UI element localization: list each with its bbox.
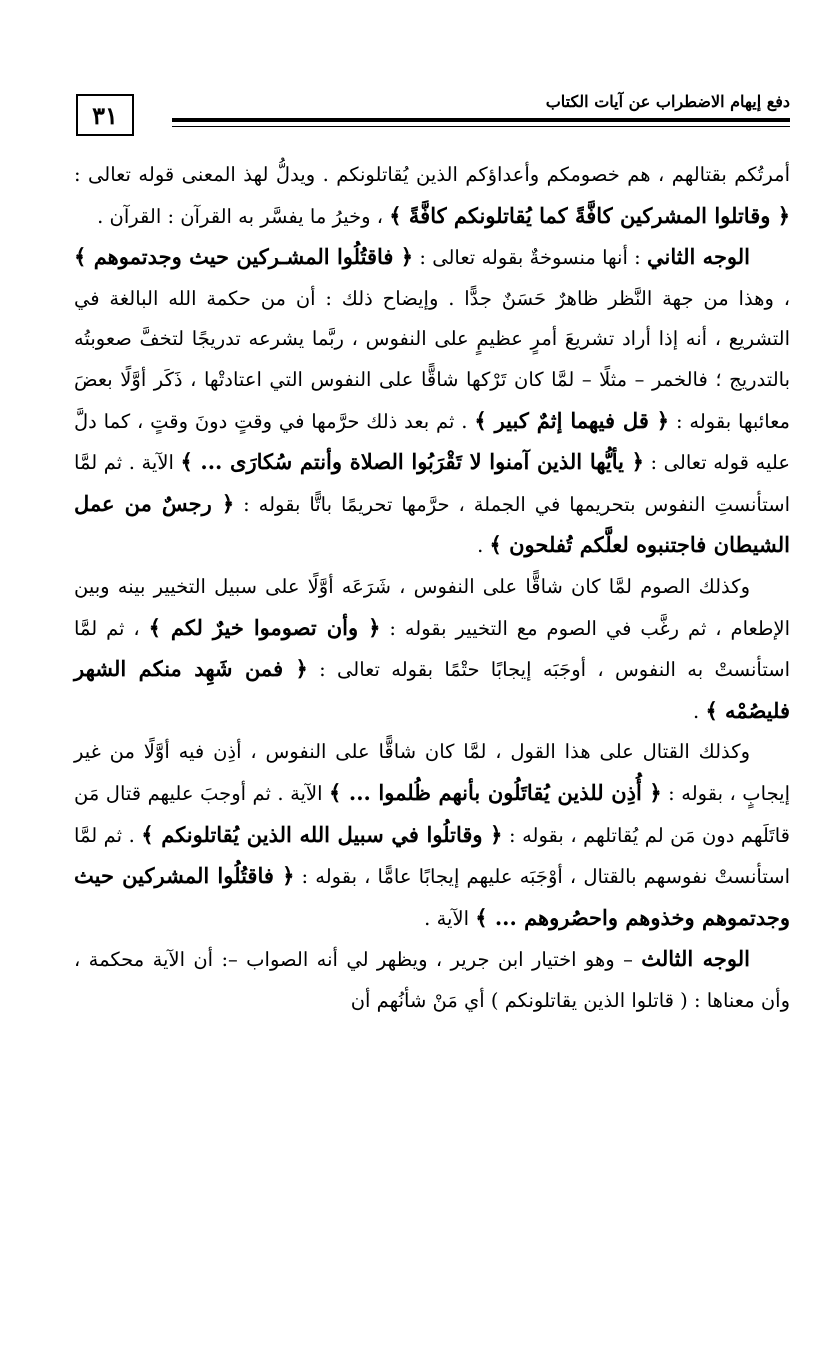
quran-quote: ﴿ فاقتُلُوا المشـركين حيث وجدتموهم ﴾ xyxy=(74,244,414,270)
text-segment: . xyxy=(693,699,706,723)
section-heading: الوجه الثالث xyxy=(641,946,750,972)
quran-quote: ﴿ قل فيهما إثمٌ كبير ﴾ xyxy=(474,407,670,433)
quran-quote: ﴿ فاقتُلُوا المشركين حيث وجدتموهم وخذوهم واحصُروهم ... ﴾ xyxy=(74,863,790,930)
paragraph xyxy=(74,732,790,939)
paragraph xyxy=(74,939,790,1021)
text-segment: وكذلك الصوم لمَّا كان شاقًّا على النفوس ، شَرَعَه أوَّلًا على سبيل التخيير بينه وبين الإطعام ، ثم رغَّب في الصوم مع التخيير بقوله : xyxy=(74,574,790,640)
quran-quote: ﴿ يأيُّها الذين آمنوا لا تَقْرَبُوا الصلاة وأنتم سُكارَى ... ﴾ xyxy=(180,449,644,475)
text-segment: . ثم بعد ذلك حرَّمها في وقتٍ دونَ وقتٍ ، كما دلَّ عليه قوله تعالى : xyxy=(74,409,790,475)
text-segment: الآية . ثم أوجبَ عليهم قتال مَن قاتَلَهم دون مَن لم يُقاتلهم ، بقوله : xyxy=(74,781,790,847)
header-rule-thick xyxy=(172,118,790,122)
text-segment: : أنها منسوخةٌ بقوله تعالى : xyxy=(413,246,647,270)
quran-quote: ﴿ وقاتلوا المشركين كافَّةً كما يُقاتلونكم كافَّةً ﴾ xyxy=(389,202,790,228)
quran-quote: ﴿ وأن تصوموا خيرٌ لكم ﴾ xyxy=(148,614,381,640)
quran-quote: ﴿ أُذِن للذين يُقاتَلُون بأنهم ظُلموا ... ﴾ xyxy=(329,779,662,805)
text-segment: أمرتُكم بقتالهم ، هم خصومكم وأعداؤكم الذين يُقاتلونكم . ويدلُّ لهذ المعنى قوله تعالى : xyxy=(74,163,790,186)
paragraph xyxy=(74,155,790,237)
quran-quote: ﴿ وقاتلُوا في سبيل الله الذين يُقاتلونكم ﴾ xyxy=(141,821,503,847)
quran-quote: ﴿ رجسٌ من عمل الشيطان فاجتنبوه لعلَّكم تُفلحون ﴾ xyxy=(74,490,790,558)
body-text xyxy=(74,155,790,1021)
paragraph xyxy=(74,237,790,567)
header-rule-thin xyxy=(172,126,790,127)
section-heading: الوجه الثاني xyxy=(646,244,751,270)
quran-quote: ﴿ فمن شَهِد منكم الشهر فليصُمْه ﴾ xyxy=(74,656,790,723)
paragraph xyxy=(74,567,790,732)
text-segment: الآية . xyxy=(424,906,476,930)
text-segment: ، وخيرُ ما يفسَّر به القرآن : القرآن . xyxy=(97,204,390,228)
text-segment: . xyxy=(477,534,490,558)
text-segment: ، وهذا من جهة النَّظر ظاهرٌ حَسَنٌ جدًّا . وإيضاح ذلك : أن من حكمة الله البالغة في التشريع ، أنه إذا أراد تشريعَ أمرٍ عظيمٍ على النفوس ، ربَّما يشرعه تدريجًا لتخفَّ صعوبتُه بالتدريج ؛ فالخمر – مثلًا – لمَّا كان تَرْكها شاقًّا على النفوس التي اعتادتْها ، ذَكَر أوَّلًا بعضَ معائبها بقوله : xyxy=(74,286,790,433)
running-title: دفع إيهام الاضطراب عن آيات الكتاب xyxy=(545,92,790,111)
text-segment: ، ثم لمَّا استأنستْ به النفوس ، أوجَبَه إيجابًا حتْمًا بقوله تعالى : xyxy=(74,616,791,682)
text-segment: الآية . ثم لمَّا استأنستِ النفوس بتحريمها في الجملة ، حرَّمها تحريمًا باتًّا بقوله : xyxy=(74,451,790,516)
page-number-box xyxy=(76,94,134,136)
page-number: ٣١ xyxy=(92,100,118,130)
text-segment: . ثم لمَّا استأنستْ نفوسهم بالقتال ، أوْجَبَه عليهم إيجابًا عامًّا ، بقوله : xyxy=(74,823,790,889)
text-segment: – وهو اختيار ابن جرير ، ويظهر لي أنه الصواب –: أن الآية محكمة ، وأن معناها : ( قاتلوا الذين يقاتلونكم ) أي مَنْ شأنُهم أن xyxy=(74,948,790,1012)
text-segment: وكذلك القتال على هذا القول ، لمَّا كان شاقًّا على النفوس ، أذِن فيه أوَّلًا من غير إيجابٍ ، بقوله : xyxy=(74,740,790,805)
page-header xyxy=(70,86,790,146)
